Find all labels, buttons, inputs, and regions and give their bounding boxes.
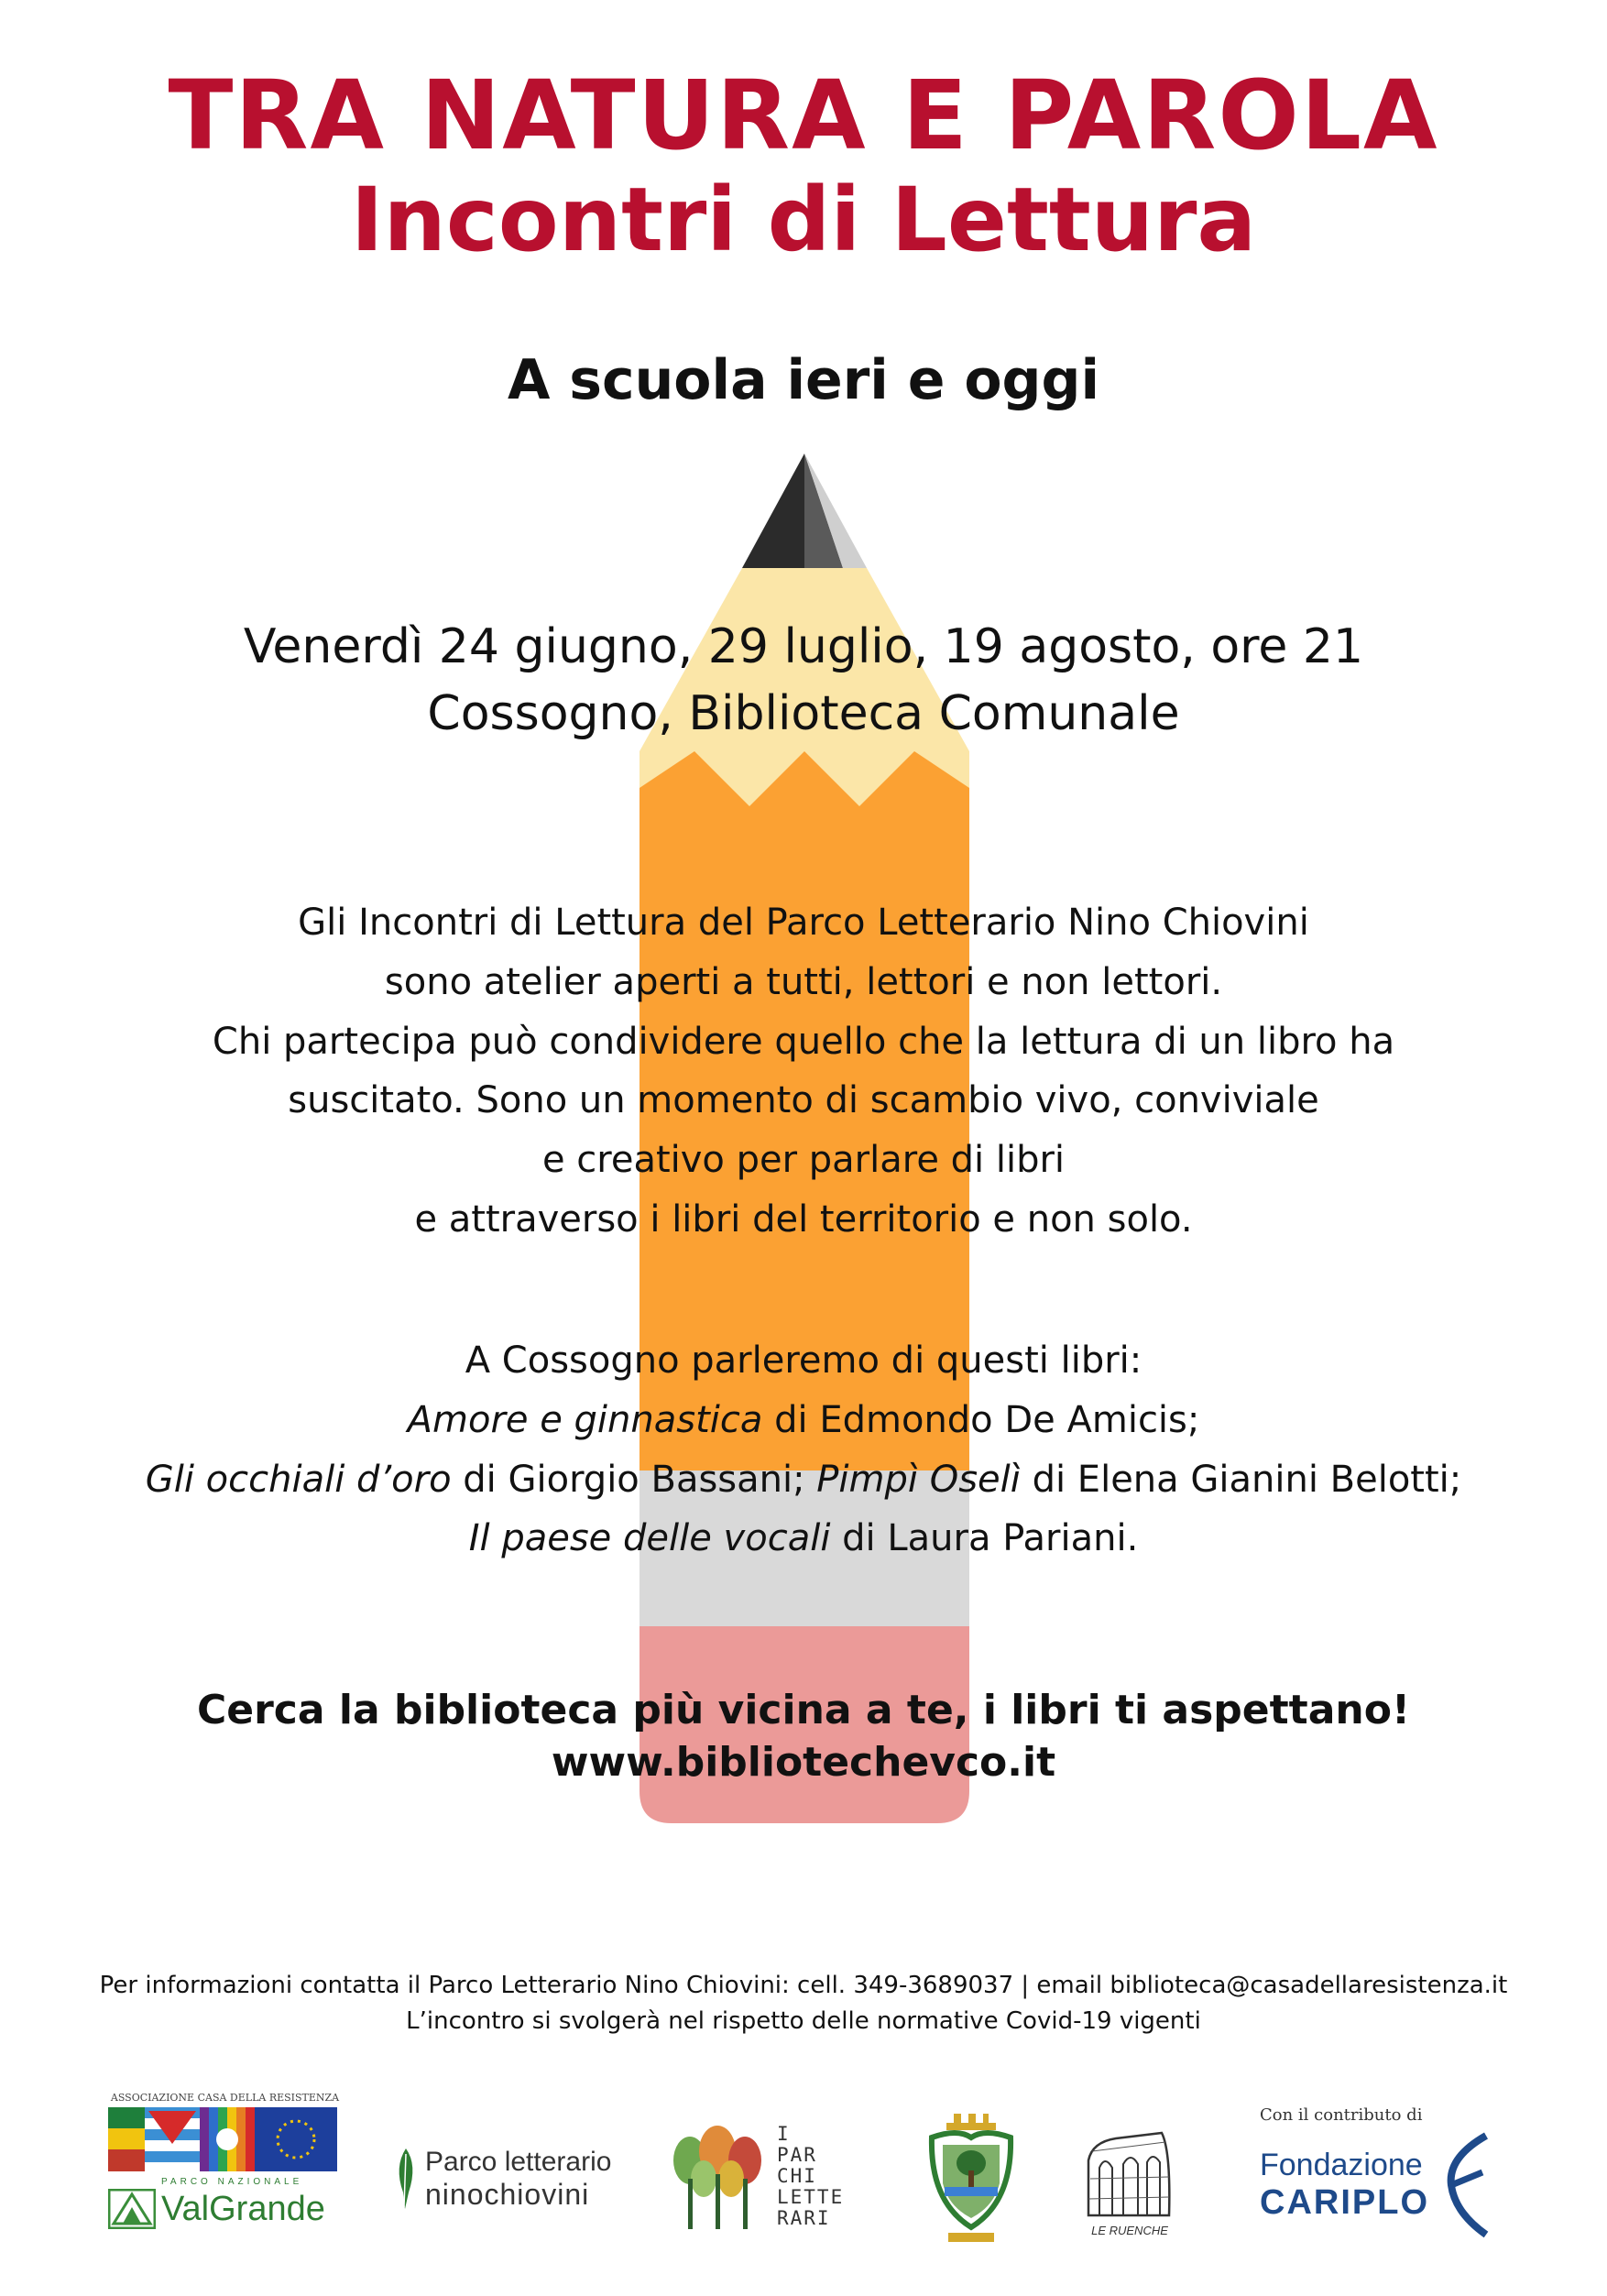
parchi-letterari-line: LETTE [777, 2186, 845, 2209]
parchi-letterari-line: RARI [777, 2207, 831, 2230]
parchi-letterari-line: CHI [777, 2165, 817, 2188]
description-line: suscitato. Sono un momento di scambio vivo, conviviale [288, 1079, 1319, 1122]
book-title: Gli occhiali d’oro [145, 1458, 452, 1501]
footer [0, 1968, 1607, 2039]
book-title: Pimpì Oselì [816, 1458, 1021, 1501]
feather-icon [392, 2147, 420, 2211]
title-line-2: Incontri di Lettura [350, 169, 1257, 271]
parchi-letterari-line: I [777, 2123, 791, 2145]
cariplo-text: CARIPLO [1260, 2183, 1429, 2222]
parco-letterario-logo [392, 2142, 667, 2215]
event-place: Cossogno, Biblioteca Comunale [427, 685, 1180, 741]
book-title: Il paese delle vocali [468, 1517, 831, 1560]
footer-covid: L’incontro si svolgerà nel rispetto delle normative Covid-19 vigenti [406, 2007, 1201, 2035]
valgrande-text: ValGrande [161, 2189, 325, 2228]
books-intro: A Cossogno parleremo di questi libri: [465, 1339, 1142, 1382]
ruins-icon [1079, 2124, 1180, 2220]
website-link[interactable]: www.bibliotechevco.it [551, 1739, 1056, 1787]
cta-text: Cerca la biblioteca più vicina a te, i libri ti aspettano! [196, 1687, 1411, 1733]
valgrande-emblem-icon [108, 2189, 156, 2229]
call-to-action [0, 1684, 1607, 1788]
event-dates: Venerdì 24 giugno, 29 luglio, 19 agosto, ore 21 [243, 619, 1364, 674]
le-ruenche-logo [1079, 2124, 1180, 2243]
cariplo-emblem-icon [1438, 2130, 1493, 2240]
fondazione-cariplo-logo [1260, 2105, 1521, 2243]
books-list [0, 1331, 1607, 1569]
book-line-1 [0, 1391, 1607, 1450]
parchi-letterari-line: PAR [777, 2144, 817, 2167]
flags-icon [108, 2107, 337, 2171]
book-author: di Giorgio Bassani; [451, 1458, 817, 1501]
book-author: di Elena Gianini Belotti; [1020, 1458, 1462, 1501]
nino-chiovini-text: ninochiovini [425, 2177, 590, 2211]
title-line-1: TRA NATURA E PAROLA [168, 60, 1439, 171]
cossogno-coat-of-arms-icon [921, 2110, 1022, 2247]
description [0, 893, 1607, 1250]
parco-nazionale-text: PARCO NAZIONALE [161, 2177, 303, 2187]
subtitle: A scuola ieri e oggi [507, 348, 1100, 412]
parchi-letterari-logo [667, 2124, 882, 2234]
pencil-tip-dark [742, 454, 804, 568]
description-line: Gli Incontri di Lettura del Parco Letterario Nino Chiovini [298, 902, 1309, 944]
parchi-letterari-text [777, 2124, 844, 2234]
footer-contact: Per informazioni contatta il Parco Letterario Nino Chiovini: cell. 349-3689037 | email biblioteca@casadellaresistenza.it [99, 1972, 1508, 1999]
fondazione-text: Fondazione [1260, 2148, 1423, 2182]
casa-resistenza-logo [108, 2092, 342, 2266]
trees-icon [667, 2124, 768, 2232]
book-author: di Laura Pariani. [830, 1517, 1139, 1560]
description-line: e creativo per parlare di libri [541, 1139, 1066, 1182]
event-info [0, 614, 1607, 748]
book-line-3 [0, 1509, 1607, 1569]
description-line: sono atelier aperti a tutti, lettori e non lettori. [384, 960, 1223, 1003]
book-author: di Edmondo De Amicis; [762, 1398, 1200, 1441]
parco-letterario-text: Parco letterario [425, 2146, 612, 2177]
casa-resistenza-text: ASSOCIAZIONE CASA DELLA RESISTENZA [110, 2092, 340, 2104]
book-line-2 [0, 1450, 1607, 1510]
description-line: e attraverso i libri del territorio e non solo. [414, 1197, 1193, 1241]
le-ruenche-text: LE RUENCHE [1091, 2224, 1168, 2237]
description-line: Chi partecipa può condividere quello che la lettura di un libro ha [212, 1020, 1395, 1063]
contributo-text: Con il contributo di [1260, 2105, 1423, 2125]
book-title: Amore e ginnastica [407, 1398, 763, 1441]
